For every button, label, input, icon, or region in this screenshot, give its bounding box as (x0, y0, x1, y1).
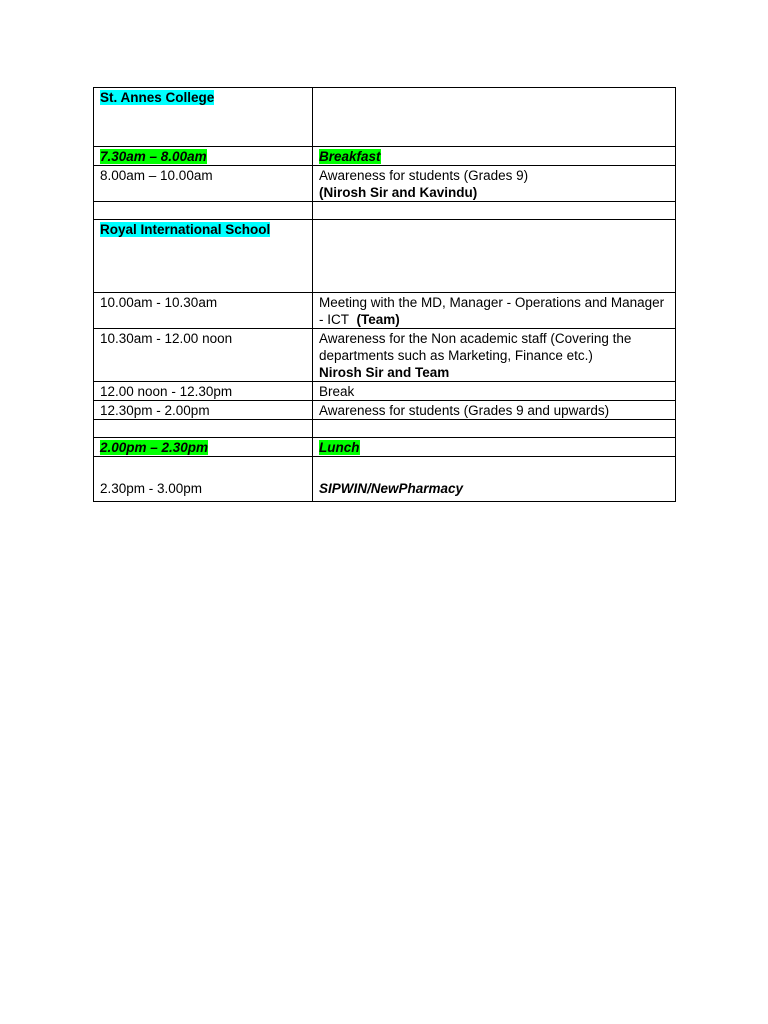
schedule-table (93, 87, 676, 502)
time-text: 10.30am - 12.00 noon (100, 331, 233, 346)
table-row (94, 220, 676, 293)
table-row (94, 166, 676, 202)
table-row (94, 329, 676, 382)
activity-text: SIPWIN/NewPharmacy (319, 481, 464, 496)
time-cell (94, 202, 313, 220)
activity-cell (313, 202, 676, 220)
table-row (94, 438, 676, 457)
activity-cell (313, 220, 676, 293)
table-row (94, 202, 676, 220)
table-row (94, 147, 676, 166)
time-text: 8.00am – 10.00am (100, 168, 213, 183)
table-row (94, 382, 676, 401)
time-cell (94, 220, 313, 293)
activity-note: (Nirosh Sir and Kavindu) (319, 185, 478, 200)
activity-cell (313, 166, 676, 202)
activity-cell (313, 147, 676, 166)
activity-text: Awareness for students (Grades 9 and upwards) (319, 403, 610, 418)
activity-cell (313, 457, 676, 502)
time-cell (94, 401, 313, 420)
time-text: 12.00 noon - 12.30pm (100, 384, 233, 399)
activity-cell (313, 438, 676, 457)
school-name: Royal International School (100, 222, 271, 237)
activity-cell (313, 88, 676, 147)
time-text: 2.30pm - 3.00pm (100, 481, 203, 496)
table-row (94, 457, 676, 502)
activity-cell (313, 293, 676, 329)
time-cell (94, 166, 313, 202)
time-text: 12.30pm - 2.00pm (100, 403, 210, 418)
time-cell (94, 293, 313, 329)
activity-cell (313, 420, 676, 438)
time-text: 7.30am – 8.00am (100, 149, 207, 164)
time-cell (94, 147, 313, 166)
activity-note: (Team) (356, 312, 400, 327)
activity-text: Meeting with the MD, Manager - Operations and Manager - ICT (319, 295, 665, 327)
time-text: 2.00pm – 2.30pm (100, 440, 209, 455)
time-cell (94, 382, 313, 401)
table-row (94, 401, 676, 420)
activity-text: Awareness for students (Grades 9) (319, 168, 529, 183)
activity-text: Lunch (319, 440, 360, 455)
table-row (94, 293, 676, 329)
time-cell (94, 420, 313, 438)
time-cell (94, 438, 313, 457)
time-cell (94, 88, 313, 147)
activity-note: Nirosh Sir and Team (319, 365, 450, 380)
time-text: 10.00am - 10.30am (100, 295, 218, 310)
activity-cell (313, 329, 676, 382)
school-name: St. Annes College (100, 90, 215, 105)
table-row (94, 420, 676, 438)
time-cell (94, 457, 313, 502)
table-row (94, 88, 676, 147)
activity-cell (313, 382, 676, 401)
activity-text: Break (319, 384, 355, 399)
time-cell (94, 329, 313, 382)
activity-text: Awareness for the Non academic staff (Covering the departments such as Marketing, Finance etc.) (319, 331, 632, 363)
activity-text: Breakfast (319, 149, 381, 164)
activity-cell (313, 401, 676, 420)
